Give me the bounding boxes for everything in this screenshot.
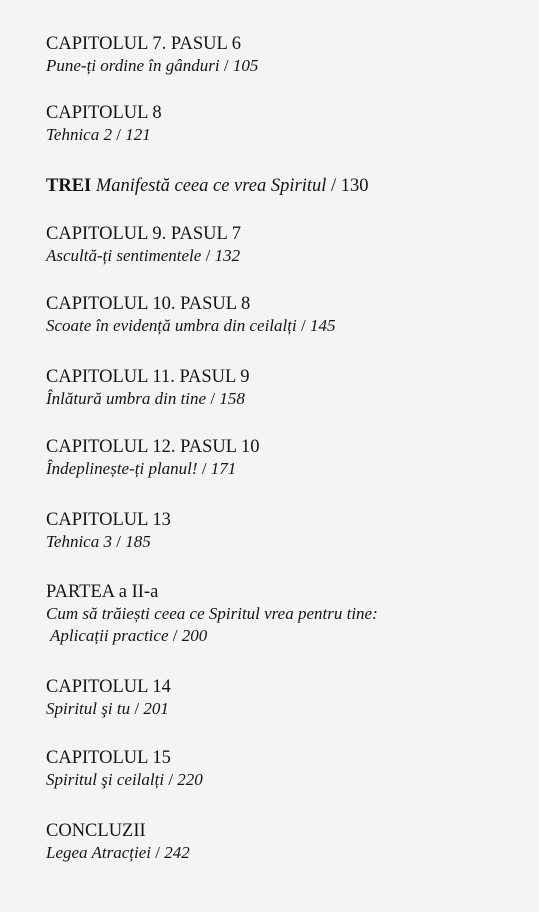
- separator: /: [116, 532, 121, 551]
- section-title-line: [46, 842, 516, 864]
- chapter-heading: CAPITOLUL 7. PASUL 6: [46, 34, 241, 54]
- page-number: 158: [219, 389, 245, 408]
- chapter-title-line: [46, 245, 516, 267]
- page-number: 105: [232, 56, 259, 75]
- page-number: 171: [210, 459, 237, 478]
- chapter-title-line: [46, 315, 516, 337]
- page-number: 242: [164, 843, 190, 862]
- chapter-title: Spiritul şi ceilalți: [46, 770, 165, 789]
- part-line: [46, 175, 516, 197]
- separator: /: [331, 176, 337, 196]
- chapter-title-line: [46, 531, 516, 553]
- section-title: Legea Atracției: [46, 843, 151, 862]
- separator: /: [201, 459, 207, 478]
- toc-entry-concluzii: [46, 820, 516, 864]
- part-title-line-2: [46, 625, 516, 647]
- part-title-continued: Aplicații practice: [50, 626, 169, 645]
- page-number: 201: [143, 699, 169, 718]
- chapter-title: Spiritul şi tu: [46, 699, 131, 718]
- chapter-heading: CAPITOLUL 8: [46, 103, 162, 123]
- chapter-title-line: [46, 769, 516, 791]
- toc-entry-capitolul-11: [46, 366, 516, 410]
- toc-entry-capitolul-10: [46, 293, 516, 337]
- separator: /: [168, 770, 174, 789]
- separator: /: [300, 316, 306, 335]
- chapter-title-line: [46, 124, 516, 146]
- separator: /: [223, 56, 229, 75]
- page-number: 200: [181, 626, 208, 645]
- page-number: 121: [125, 125, 151, 144]
- toc-entry-capitolul-9: [46, 223, 516, 267]
- page-number: 145: [309, 316, 336, 335]
- chapter-heading: CAPITOLUL 9. PASUL 7: [46, 224, 241, 244]
- part-title: Manifestă ceea ce vrea Spiritul: [95, 176, 327, 196]
- toc-entry-part-trei: [46, 175, 516, 197]
- chapter-heading: CAPITOLUL 14: [46, 677, 171, 697]
- page-number: 130: [340, 176, 369, 196]
- chapter-title: Scoate în evidență umbra din ceilalți: [46, 316, 297, 335]
- part-label: TREI: [46, 176, 92, 196]
- chapter-title: Ascultă-ți sentimentele: [46, 246, 202, 265]
- chapter-title: Tehnica 3: [46, 532, 112, 551]
- section-heading: CONCLUZII: [46, 821, 146, 841]
- page-number: 185: [125, 532, 151, 551]
- toc-entry-capitolul-15: [46, 747, 516, 791]
- chapter-heading: CAPITOLUL 11. PASUL 9: [46, 367, 250, 387]
- chapter-title-line: [46, 388, 516, 410]
- chapter-title: Pune-ți ordine în gânduri: [46, 56, 220, 75]
- chapter-title-line: [46, 55, 516, 77]
- separator: /: [172, 626, 178, 645]
- toc-entry-capitolul-12: [46, 436, 516, 480]
- toc-entry-capitolul-7: [46, 33, 516, 77]
- chapter-heading: CAPITOLUL 15: [46, 748, 171, 768]
- separator: /: [210, 389, 216, 408]
- toc-entry-capitolul-8: [46, 102, 516, 146]
- part-title-line-1: Cum să trăiești ceea ce Spiritul vrea pentru tine:: [46, 604, 378, 623]
- toc-entry-partea-a-ii-a: [46, 581, 516, 647]
- chapter-heading: CAPITOLUL 13: [46, 510, 171, 530]
- chapter-heading: CAPITOLUL 10. PASUL 8: [46, 294, 251, 314]
- chapter-title: Îndeplinește-ți planul!: [46, 459, 198, 478]
- separator: /: [205, 246, 211, 265]
- page-number: 220: [177, 770, 203, 789]
- page-number: 132: [214, 246, 241, 265]
- chapter-heading: CAPITOLUL 12. PASUL 10: [46, 437, 260, 457]
- toc-entry-capitolul-13: [46, 509, 516, 553]
- separator: /: [134, 699, 140, 718]
- chapter-title-line: [46, 698, 516, 720]
- separator: /: [116, 125, 121, 144]
- toc-entry-capitolul-14: [46, 676, 516, 720]
- part-heading: PARTEA a II-a: [46, 582, 159, 602]
- chapter-title: Tehnica 2: [46, 125, 112, 144]
- separator: /: [155, 843, 160, 862]
- chapter-title-line: [46, 458, 516, 480]
- chapter-title: Înlătură umbra din tine: [46, 389, 207, 408]
